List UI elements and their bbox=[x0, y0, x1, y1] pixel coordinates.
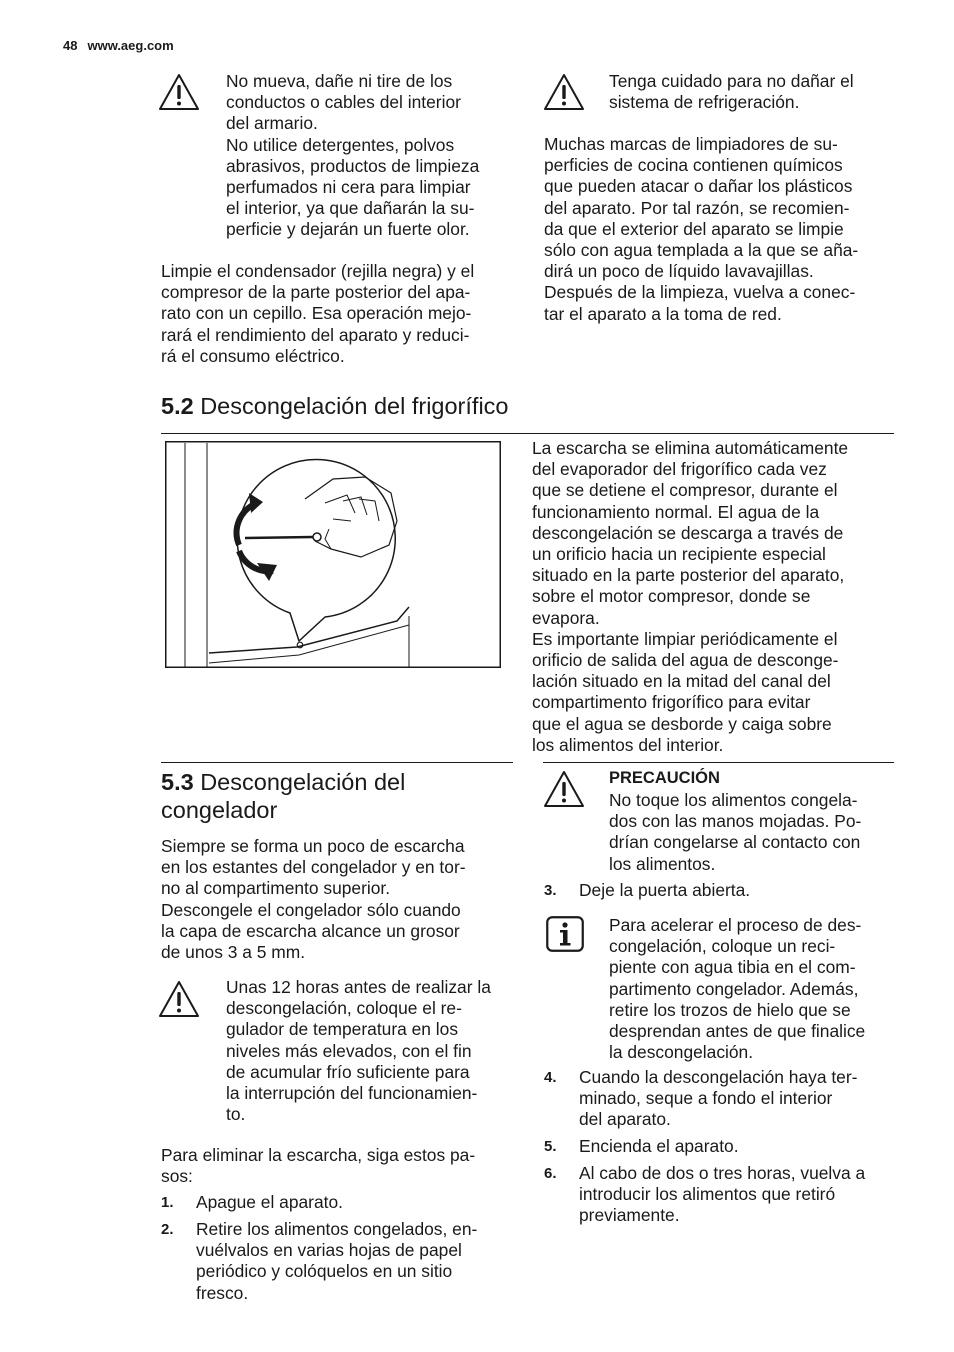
section-heading-5-3: 5.3 Descongelación del congelador bbox=[161, 769, 406, 823]
warning-icon bbox=[543, 73, 585, 111]
caution-text: No toque los alimentos congela- dos con las manos mojadas. Po- drían congelarse al contacto con los alimentos. bbox=[609, 790, 862, 874]
step-2-text: Retire los alimentos congelados, en- vuélvalos en varias hojas de papel periódico y colóquelos en un sitio fresco. bbox=[196, 1219, 478, 1303]
paragraph-intro-congelador: Siempre se forma un poco de escarcha en los estantes del congelador y en tor- no al compartimento superior. Descongele el congelador sólo cuando la capa de escarcha alcance un grosor de unos 3 a 5 mm. bbox=[161, 836, 466, 963]
warning-text-refrigeracion: Tenga cuidado para no dañar el sistema de refrigeración. bbox=[609, 71, 854, 113]
step-6-text: Al cabo de dos o tres horas, vuelva a introducir los alimentos que retiró previamente. bbox=[579, 1163, 866, 1226]
step-number: 3. bbox=[544, 882, 557, 899]
warning-icon bbox=[158, 73, 200, 111]
step-number: 6. bbox=[544, 1165, 557, 1182]
caution-title: PRECAUCIÓN bbox=[609, 769, 720, 787]
info-icon bbox=[546, 916, 584, 952]
paragraph-pasos: Para eliminar la escarcha, siga estos pa- sos: bbox=[161, 1145, 476, 1187]
section-divider bbox=[161, 762, 513, 763]
step-number: 2. bbox=[161, 1221, 174, 1238]
paragraph-condensador: Limpie el condensador (rejilla negra) y el compresor de la parte posterior del apa- rato con un cepillo. Esa operación mejo- rará el rendimiento del aparato y reduci- rá el consumo eléctrico. bbox=[161, 261, 475, 366]
step-1-text: Apague el aparato. bbox=[196, 1192, 343, 1212]
step-5-text: Encienda el aparato. bbox=[579, 1136, 739, 1156]
step-number: 4. bbox=[544, 1069, 557, 1086]
step-3-text: Deje la puerta abierta. bbox=[579, 880, 751, 900]
warning-icon bbox=[543, 770, 585, 808]
warning-text-12-horas: Unas 12 horas antes de realizar la descongelación, coloque el re- gulador de temperatura en los niveles más elevados, con el fin de acumular frío suficiente para la interrupción del funcionamien- to. bbox=[226, 977, 491, 1125]
page-number: 48 bbox=[63, 38, 78, 53]
paragraph-escarcha-frigorifico: La escarcha se elimina automáticamente del evaporador del frigorífico cada vez que se detiene el compresor, durante el funcionamiento normal. El agua de la descongelación se descarga a través de un orificio hacia un recipiente especial situado en la parte posterior del aparato, sobre el motor compresor, donde se evapora. Es importante limpiar periódicamente el orificio de salida del agua de desconge- lación situado en la mitad del canal del compartimento frigorífico para evitar que el agua se desborde y caiga sobre los alimentos del interior. bbox=[532, 438, 849, 755]
defrost-illustration bbox=[165, 441, 501, 668]
info-text: Para acelerar el proceso de des- congelación, coloque un reci- piente con agua tibia en el com- partimento congelador. Además, retire los trozos de hielo que se desprendan antes de que finalice la descongelación. bbox=[609, 915, 866, 1063]
section-heading-5-2: 5.2 Descongelación del frigorífico bbox=[161, 393, 509, 419]
section-divider bbox=[161, 433, 894, 434]
site-url: www.aeg.com bbox=[87, 38, 174, 53]
step-4-text: Cuando la descongelación haya ter- minado, seque a fondo el interior del aparato. bbox=[579, 1067, 858, 1130]
step-number: 5. bbox=[544, 1138, 557, 1155]
section-divider bbox=[543, 762, 894, 763]
step-number: 1. bbox=[161, 1194, 174, 1211]
paragraph-limpiadores: Muchas marcas de limpiadores de su- perficies de cocina contienen químicos que pueden atacar o dañar los plásticos del aparato. Por tal razón, se recomien- da que el exterior del aparato se limpie sólo con agua templada a la que se aña- dirá un poco de líquido lavavajillas. Después de la limpieza, vuelva a conec- tar el aparato a la toma de red. bbox=[544, 134, 859, 324]
page-header bbox=[63, 38, 174, 53]
warning-icon bbox=[158, 980, 200, 1018]
warning-text-cables: No mueva, dañe ni tire de los conductos o cables del interior del armario. No utilice detergentes, polvos abrasivos, productos de limpieza perfumados ni cera para limpiar el interior, ya que dañarán la su- perficie y dejarán un fuerte olor. bbox=[226, 71, 480, 240]
